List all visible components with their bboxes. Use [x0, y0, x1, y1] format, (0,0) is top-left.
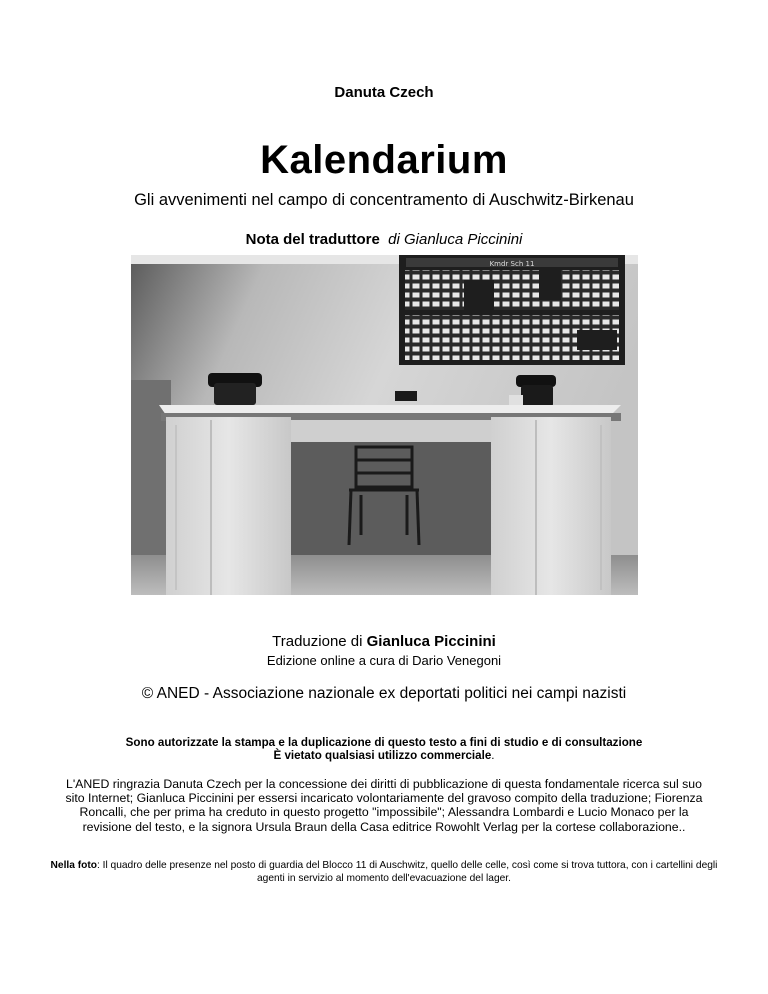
- translation-prefix: Traduzione di: [272, 633, 367, 650]
- copyright-notice: © ANED - Associazione nazionale ex deportati politici nei campi nazisti: [141, 685, 627, 702]
- document-title: Kalendarium: [260, 138, 508, 182]
- permission-line-1: Sono autorizzate la stampa e la duplicazione di questo testo a fini di studio e di consultazione: [125, 736, 643, 749]
- board-header-text: Kmdr Sch 11: [489, 260, 535, 268]
- translator-note-heading: [0, 231, 768, 248]
- photo-caption: [0, 860, 768, 885]
- translator-note-byline: di Gianluca Piccinini: [388, 231, 523, 248]
- cover-photo: [131, 255, 638, 595]
- acknowledgements: L'ANED ringrazia Danuta Czech per la concessione dei diritti di pubblicazione di questa fondamentale ricerca sul suo sito Internet; Gianluca Piccinini per essersi incaricato volontariamente del gravoso compito della traduzione; Fiorenza Roncalli, che per prima ha creduto in questo progetto "impossibile"; Alessandra Lombardi e Lucio Monaco per la revisione del testo, e la signora Ursula Braun della Casa editrice Rowohlt Verlag per la cortese collaborazione..: [65, 777, 703, 834]
- permission-notice: [0, 736, 768, 762]
- document-subtitle: Gli avvenimenti nel campo di concentramento di Auschwitz-Birkenau: [134, 191, 634, 209]
- edition-credit: Edizione online a cura di Dario Venegoni: [266, 653, 502, 668]
- translator-name: Gianluca Piccinini: [366, 633, 496, 650]
- permission-line-2: È vietato qualsiasi utilizzo commerciale: [273, 749, 492, 762]
- inkstand: [395, 391, 417, 401]
- author-name: Danuta Czech: [334, 84, 434, 101]
- duty-board: [399, 255, 625, 365]
- caption-label: Nella foto: [50, 860, 97, 871]
- permission-line-2-end: .: [491, 749, 495, 762]
- translator-note-label: Nota del traduttore: [245, 231, 380, 248]
- permission-line-2-wrap: [0, 749, 768, 762]
- caption-text: : Il quadro delle presenze nel posto di guardia del Blocco 11 di Auschwitz, quello delle celle, così come si trova tuttora, con i cartellini degli agenti in servizio al momento dell'evacuazione del lager.: [96, 860, 718, 884]
- translation-credit: [0, 633, 768, 650]
